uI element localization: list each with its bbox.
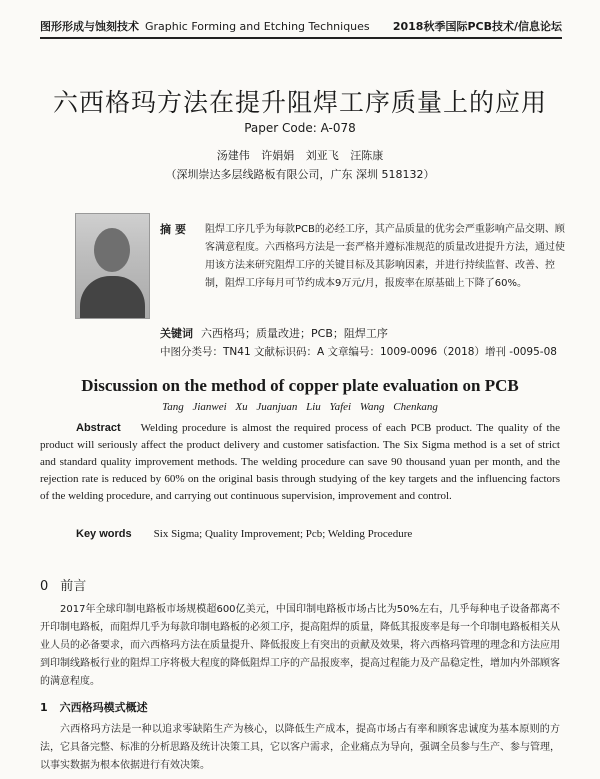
header-rule (40, 37, 562, 39)
section-0-title: 前言 (60, 579, 87, 594)
section-0-number: 0 (40, 579, 49, 594)
abstract-en (40, 420, 560, 505)
keywords-en (76, 528, 412, 540)
section-1-number: 1 (40, 701, 48, 714)
paper-title-en: Discussion on the method of copper plate evaluation on PCB (81, 376, 519, 395)
keywords-cn-text: 六西格玛；质量改进；PCB；阻焊工序 (201, 327, 388, 340)
authors-cn: 汤建伟 许娟娟 刘亚飞 汪陈康 (216, 149, 384, 162)
abstract-en-label: Abstract (76, 422, 121, 434)
paper-code: Paper Code: A-078 (244, 121, 356, 135)
column-name-en: Graphic Forming and Etching Techniques (145, 20, 370, 33)
keywords-cn (160, 325, 388, 341)
keywords-en-label: Key words (76, 528, 132, 540)
section-0-heading (40, 575, 86, 594)
running-header-left (40, 18, 370, 34)
paper-title-cn: 六西格玛方法在提升阻焊工序质量上的应用 (52, 88, 547, 117)
section-1-heading (40, 699, 148, 715)
affiliation-cn: （深圳崇达多层线路板有限公司，广东 深圳 518132） (165, 168, 435, 181)
abstract-en-text: Welding procedure is almost the required process of each PCB product. The quality of the product will seriously affect the product delivery and customer satisfaction. The Six Sigma method is a set of strict and standard quality improvement methods. The welding procedure can save 90 thousand yuan per month, and the rejection rate is reduced by 60% on the original basis through studying of the key targets and the influencing factors of the welding procedure, and carrying out continuous supervision, improvement and control. (40, 422, 560, 502)
photo-shoulders-shape (80, 276, 145, 318)
section-1-title: 六西格玛模式概述 (59, 701, 148, 714)
photo-head-shape (94, 228, 130, 272)
conference-name: 2018秋季国际PCB技术/信息论坛 (392, 20, 562, 33)
keywords-cn-label: 关键词 (160, 327, 193, 340)
author-photo (75, 213, 150, 319)
authors-en: Tang Jianwei Xu Juanjuan Liu Yafei Wang Chenkang (162, 401, 438, 413)
column-name-cn: 图形形成与蚀刻技术 (40, 20, 139, 33)
section-0-paragraph: 2017年全球印制电路板市场规模超600亿美元，中国印制电路板市场占比为50%左右，几乎每种电子设备都离不开印制电路板，而阻焊几乎为每款印制电路板的必须工序，提高阻焊的质量，降低其报废率是每一个印制电路板相关从业人员的必备要求，而六西格玛方法在质量提升、降低报废上有突出的贡献及效果，将六西格玛管理的理念和方法应用到印制线路板行业的阻焊工序将极大程度的降低阻焊工序的产品报废率，提高过程能力及产品稳定性，增加内外部顾客的满意程度。 (40, 604, 560, 687)
section-1-paragraph: 六西格玛方法是一种以追求零缺陷生产为核心，以降低生产成本，提高市场占有率和顾客忠诚度为基本原则的方法，它具备完整、标准的分析思路及统计决策工具，它以客户需求，企业痛点为导向，强调全员参与生产、参与管理，以事实数据为根本依据进行有效决策。 (40, 724, 560, 771)
abstract-cn-label: 摘要 (160, 223, 190, 236)
abstract-cn-text: 阻焊工序几乎为每款PCB的必经工序，其产品质量的优劣会严重影响产品交期、顾客满意程度。六西格玛方法是一套严格并遵标准规范的质量改进提升方法，通过使用该方法来研究阻焊工序的关键目标及其影响因素，并进行持续监督、改善、控制，阻焊工序每月可节约成本9万元/月，报废率在原基础上下降了60%。 (205, 224, 565, 289)
classification-line: 中图分类号：TN41 文献标识码：A 文章编号：1009-0096（2018）增刊 -0095-08 (160, 346, 557, 358)
keywords-en-text: Six Sigma; Quality Improvement; Pcb; Welding Procedure (153, 528, 413, 540)
